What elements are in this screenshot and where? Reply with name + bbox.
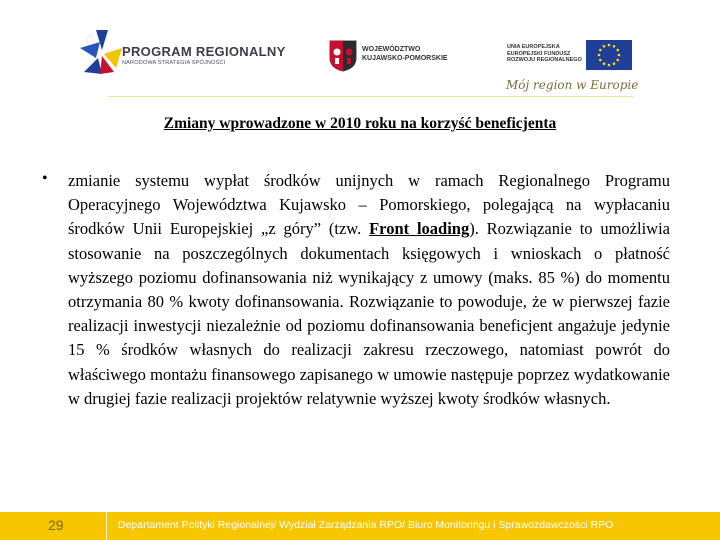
footer-department: Departament Polityki Regionalnej/ Wydział Zarządzania RPO/ Biuro Monitoringu i Sprawozdawczości RPO bbox=[118, 519, 614, 531]
footer-divider bbox=[106, 512, 107, 540]
eu-fund-text bbox=[507, 44, 582, 64]
header bbox=[0, 0, 720, 100]
footer-bar bbox=[0, 512, 720, 540]
program-subtitle: NARODOWA STRATEGIA SPÓJNOŚCI bbox=[122, 60, 226, 66]
text-part-1: zmianie systemu wypłat środków unijnych w ramach Regionalnego Programu Operacyjnego Województwa Kujawsko – Pomorskiego, polegającą na wypłacaniu środków Unii Europejskiej „z góry” (tzw. bbox=[68, 171, 670, 239]
front-loading-term: Front loading bbox=[369, 219, 470, 239]
eu-line-3: ROZWOJU REGIONALNEGO bbox=[507, 57, 582, 63]
text-part-2: ). Rozwiązanie to umożliwia stosowanie na poszczególnych dokumentach księgowych i wnioskach o płatność wyższego poziomu dofinansowania niż wynikający z umowy (maks. 85 %) do momentu otrzymania 80 % kwoty dofinansowania. Rozwiązanie to powoduje, że w pierwszej fazie realizacji inwestycji niezależnie od poziomu dofinansowania beneficjent angażuje jedynie 15 % środków własnych do realizacji zakresu rzeczowego, natomiast powrót do właściwego montażu finansowego zapisanego w umowie następuje poprzez wydatkowanie w drugiej fazie realizacji projektów relatywnie wyższej kwoty środków własnych. bbox=[68, 219, 670, 408]
program-title: PROGRAM REGIONALNY bbox=[122, 44, 286, 59]
region-line-2: KUJAWSKO-POMORSKIE bbox=[362, 55, 448, 62]
bullet-marker: • bbox=[42, 170, 48, 187]
eu-flag-icon bbox=[586, 40, 632, 70]
voivodeship-crest-icon bbox=[329, 40, 357, 72]
program-regionalny-text bbox=[122, 44, 286, 66]
slide-title: Zmiany wprowadzone w 2010 roku na korzyść beneficjenta bbox=[163, 115, 557, 132]
motto-text: Mój region w Europie bbox=[506, 78, 639, 92]
page-number: 29 bbox=[48, 517, 64, 533]
eu-line-1: UNIA EUROPEJSKA bbox=[507, 44, 560, 50]
header-divider bbox=[108, 96, 634, 97]
region-line-1: WOJEWÓDZTWO bbox=[362, 46, 421, 53]
bullet-text bbox=[68, 169, 670, 411]
eu-line-2: EUROPEJSKI FUNDUSZ bbox=[507, 50, 571, 57]
voivodeship-name bbox=[362, 45, 448, 63]
